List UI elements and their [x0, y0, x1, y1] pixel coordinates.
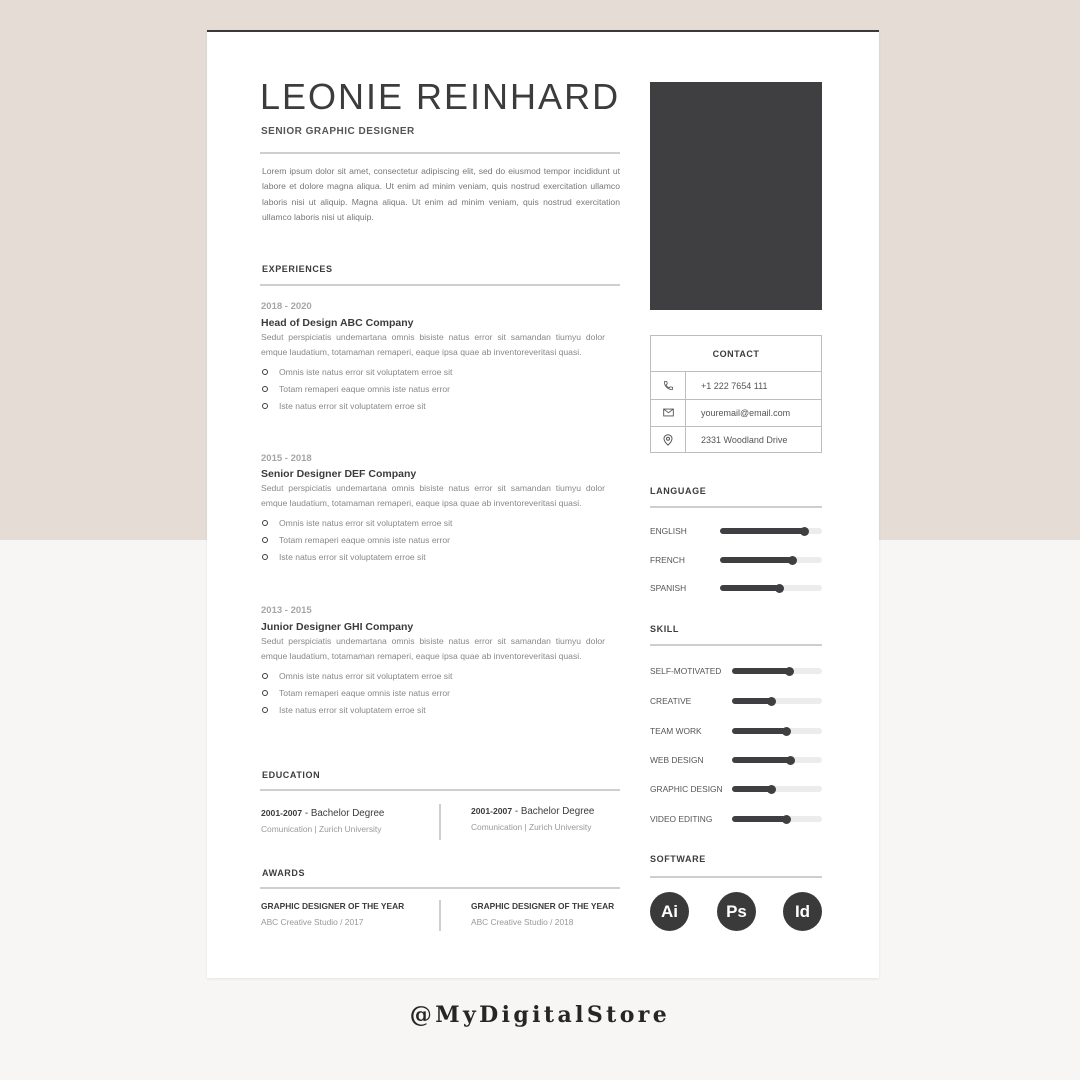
bullet-circle-icon [262, 386, 268, 392]
award-title: GRAPHIC DESIGNER OF THE YEAR [471, 901, 615, 911]
experience-years: 2013 - 2015 [261, 605, 312, 616]
indesign-icon: Id [783, 892, 822, 931]
store-handle: @MyDigitalStore [409, 1002, 671, 1028]
education-degree: 2001-2007 - Bachelor Degree [261, 808, 385, 819]
language-label: SPANISH [650, 583, 687, 593]
phone-icon [651, 372, 686, 399]
experience-description: Sedut perspiciatis undemartana omnis bisiste natus error sit samandan tiumyu dolor emque laudatium, totamaman remaperi, eaque ipsa quae ab inventoreveritasi quasi. [261, 332, 605, 358]
language-label: ENGLISH [650, 526, 687, 536]
contact-phone-value: +1 222 7654 111 [701, 380, 768, 391]
contact-address-value: 2331 Woodland Drive [701, 434, 788, 445]
education-item [471, 806, 594, 832]
column-divider [439, 804, 441, 840]
level-knob [767, 785, 776, 794]
experience-item [261, 605, 605, 719]
skill-label: VIDEO EDITING [650, 814, 713, 824]
experience-bullet: Totam remaperi eaque omnis iste natus error [261, 532, 605, 549]
experience-description: Sedut perspiciatis undemartana omnis bisiste natus error sit samandan tiumyu dolor emque laudatium, totamaman remaperi, eaque ipsa quae ab inventoreveritasi quasi. [261, 483, 605, 509]
education-detail: Comunication | Zurich University [261, 824, 382, 834]
mail-icon [651, 399, 686, 426]
experience-bullet: Totam remaperi eaque omnis iste natus error [261, 685, 605, 702]
location-pin-icon [651, 426, 686, 453]
skill-label: GRAPHIC DESIGN [650, 784, 723, 794]
awards-heading: AWARDS [262, 868, 306, 878]
divider [650, 506, 822, 508]
skill-label: CREATIVE [650, 696, 692, 706]
experience-years: 2015 - 2018 [261, 453, 312, 464]
education-detail: Comunication | Zurich University [471, 822, 592, 832]
bullet-circle-icon [262, 673, 268, 679]
level-knob [775, 584, 784, 593]
skill-label: TEAM WORK [650, 726, 702, 736]
intro-paragraph: Lorem ipsum dolor sit amet, consectetur adipiscing elit, sed do eiusmod tempor incididunt ut labore et dolore magna aliqua. Ut enim ad minim veniam, quis nostrud exercitation ullamco laboris nisi ut aliquip. Magna aliqua. Ut enim ad minim veniam, quis nostrud exercitation ullamco laboris nisi ut aliquip. [262, 166, 620, 223]
award-detail: ABC Creative Studio / 2018 [471, 917, 574, 927]
award-title: GRAPHIC DESIGNER OF THE YEAR [261, 901, 405, 911]
education-item [261, 808, 384, 834]
experience-bullet: Omnis iste natus error sit voluptatem erroe sit [261, 515, 605, 532]
level-knob [767, 697, 776, 706]
divider [650, 876, 822, 878]
level-knob [785, 667, 794, 676]
divider [260, 284, 620, 286]
level-knob [782, 815, 791, 824]
award-detail: ABC Creative Studio / 2017 [261, 917, 364, 927]
skill-label: SELF-MOTIVATED [650, 666, 722, 676]
contact-phone [651, 372, 821, 400]
illustrator-icon: Ai [650, 892, 689, 931]
experience-title: Head of Design ABC Company [261, 317, 414, 329]
skill-level-bar [732, 816, 822, 822]
skill-heading: SKILL [650, 624, 679, 634]
experience-title: Senior Designer DEF Company [261, 468, 417, 480]
bullet-circle-icon [262, 554, 268, 560]
contact-address [651, 426, 821, 453]
column-divider [439, 900, 441, 931]
skill-level-bar [732, 668, 822, 674]
experience-item [261, 301, 605, 415]
divider [650, 644, 822, 646]
divider [260, 789, 620, 791]
contact-heading: CONTACT [651, 336, 821, 372]
award-item [471, 901, 614, 927]
contact-email [651, 399, 821, 427]
language-label: FRENCH [650, 555, 685, 565]
divider [260, 152, 620, 154]
language-level-bar [720, 585, 822, 591]
bullet-circle-icon [262, 369, 268, 375]
experience-bullet: Totam remaperi eaque omnis iste natus error [261, 381, 605, 398]
bullet-circle-icon [262, 537, 268, 543]
experiences-heading: EXPERIENCES [262, 264, 333, 274]
education-degree: 2001-2007 - Bachelor Degree [471, 806, 595, 817]
bullet-circle-icon [262, 520, 268, 526]
photoshop-icon: Ps [717, 892, 756, 931]
experience-bullet: Iste natus error sit voluptatem erroe sit [261, 702, 605, 719]
skill-level-bar [732, 728, 822, 734]
experience-item [261, 453, 605, 566]
divider [260, 887, 620, 889]
experience-years: 2018 - 2020 [261, 301, 312, 312]
profile-photo-placeholder [650, 82, 822, 310]
level-knob [788, 556, 797, 565]
language-heading: LANGUAGE [650, 486, 707, 496]
experience-description: Sedut perspiciatis undemartana omnis bisiste natus error sit samandan tiumyu dolor emque laudatium, totamaman remaperi, eaque ipsa quae ab inventoreveritasi quasi. [261, 636, 605, 662]
bullet-circle-icon [262, 403, 268, 409]
skill-level-bar [732, 757, 822, 763]
level-knob [800, 527, 809, 536]
contact-box [650, 335, 822, 453]
contact-email-value: youremail@email.com [701, 407, 791, 418]
skill-level-bar [732, 786, 822, 792]
experience-bullet: Iste natus error sit voluptatem erroe sit [261, 549, 605, 566]
experience-bullet: Omnis iste natus error sit voluptatem erroe sit [261, 668, 605, 685]
experience-title: Junior Designer GHI Company [261, 621, 414, 633]
candidate-title: SENIOR GRAPHIC DESIGNER [261, 126, 415, 137]
experience-bullet: Iste natus error sit voluptatem erroe sit [261, 398, 605, 415]
education-heading: EDUCATION [262, 770, 321, 780]
bullet-circle-icon [262, 707, 268, 713]
bullet-circle-icon [262, 690, 268, 696]
language-level-bar [720, 557, 822, 563]
resume-page [207, 30, 879, 978]
skill-level-bar [732, 698, 822, 704]
language-level-bar [720, 528, 822, 534]
level-knob [786, 756, 795, 765]
skill-label: WEB DESIGN [650, 755, 704, 765]
candidate-name: LEONIE REINHARD [260, 76, 621, 117]
level-knob [782, 727, 791, 736]
award-item [261, 901, 404, 927]
software-heading: SOFTWARE [650, 854, 706, 864]
experience-bullet: Omnis iste natus error sit voluptatem erroe sit [261, 364, 605, 381]
